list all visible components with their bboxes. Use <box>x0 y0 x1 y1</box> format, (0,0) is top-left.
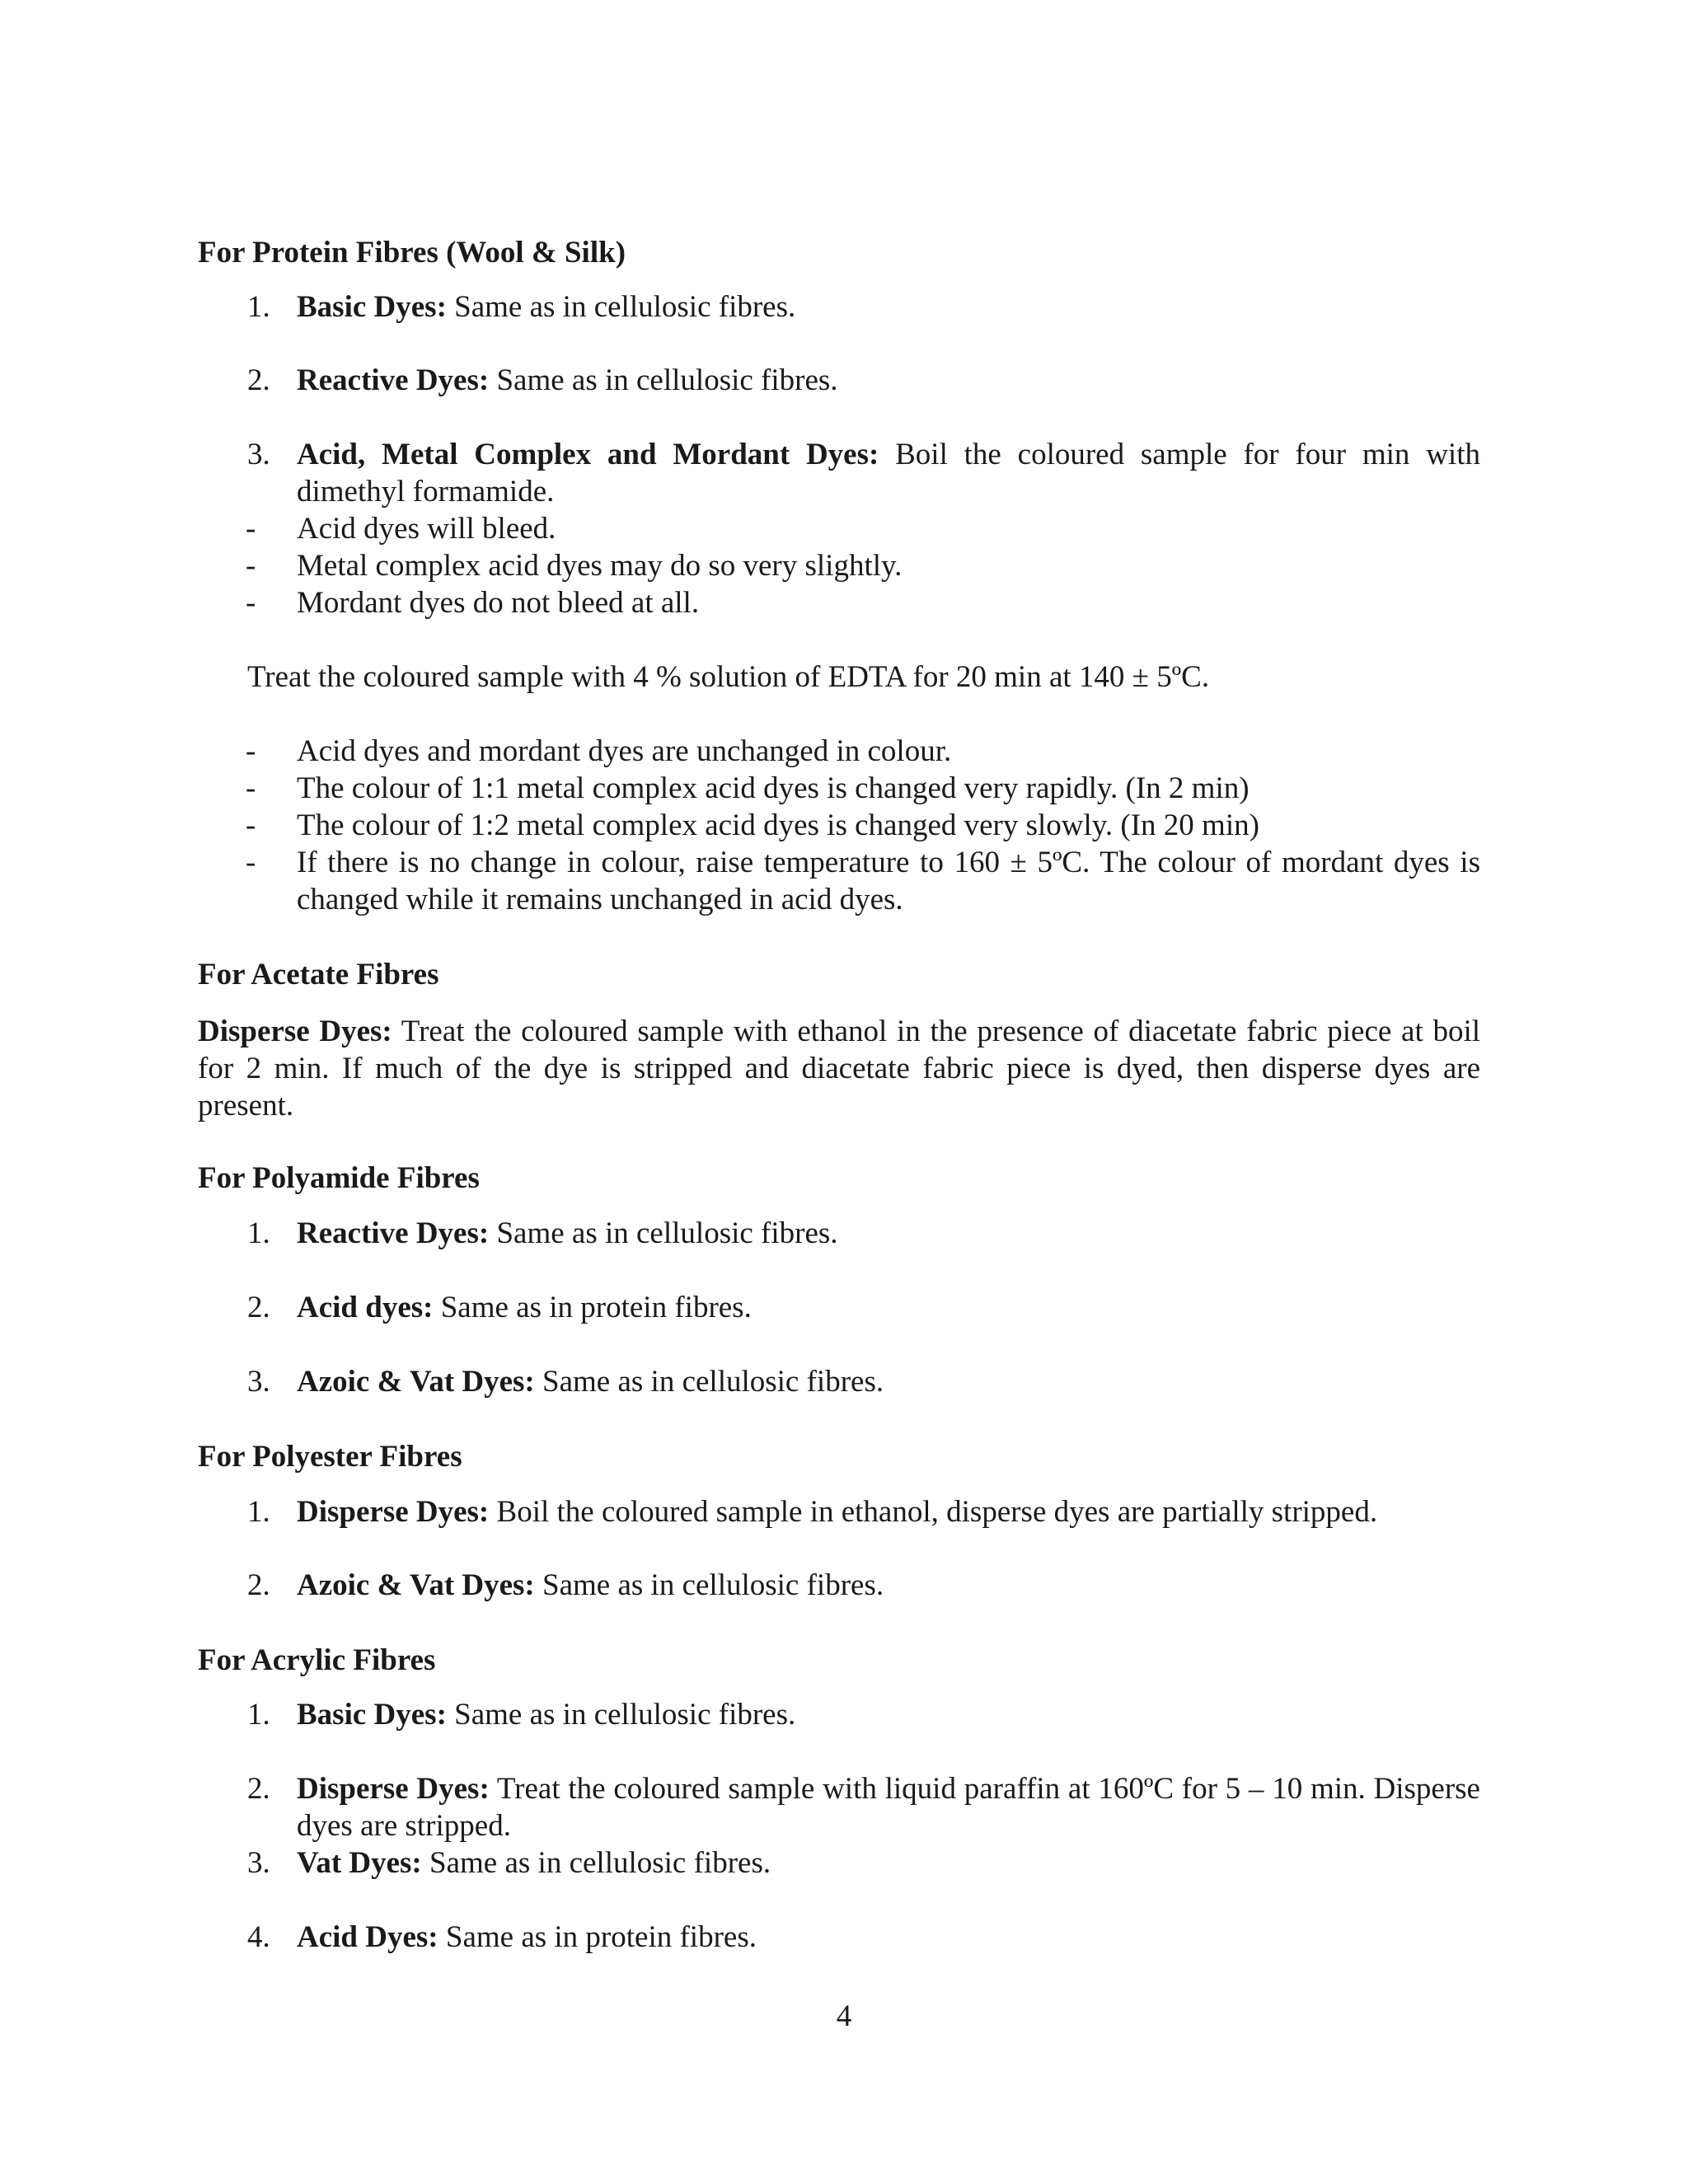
dye-label: Basic Dyes: <box>297 290 447 324</box>
list-item <box>198 1919 1480 1956</box>
acetate-paragraph <box>198 1013 1480 1124</box>
dash-marker: - <box>246 846 256 879</box>
bullet-item <box>198 807 1480 844</box>
bullet-item <box>198 770 1480 807</box>
section-heading-protein: For Protein Fibres (Wool & Silk) <box>198 236 626 269</box>
bullet-item <box>198 584 1480 621</box>
dye-text: Same as in cellulosic fibres. <box>489 363 838 397</box>
bullet-text: Metal complex acid dyes may do so very slightly. <box>297 549 903 583</box>
section-heading-acrylic: For Acrylic Fibres <box>198 1643 436 1677</box>
dye-text: Treat the coloured sample with liquid paraffin at 160ºC for 5 – 10 min. Disperse dyes are stripped. <box>297 1772 1480 1843</box>
dash-marker: - <box>246 734 256 768</box>
dye-label: Acid Dyes: <box>297 1920 438 1954</box>
bullet-text: The colour of 1:1 metal complex acid dyes is changed very rapidly. (In 2 min) <box>297 771 1250 805</box>
bullet-text: If there is no change in colour, raise temperature to 160 ± 5ºC. The colour of mordant dyes is changed while it remains unchanged in acid dyes. <box>297 846 1480 916</box>
section-heading-acetate: For Acetate Fibres <box>198 958 439 991</box>
list-item <box>198 1770 1480 1844</box>
page-number: 4 <box>836 1999 852 2033</box>
bullet-item <box>198 733 1480 770</box>
edta-paragraph: Treat the coloured sample with 4 % solution of EDTA for 20 min at 140 ± 5ºC. <box>247 660 1210 694</box>
dye-label: Disperse Dyes: <box>297 1495 490 1529</box>
bullet-text: Acid dyes and mordant dyes are unchanged in colour. <box>297 734 952 768</box>
list-item <box>198 1289 1480 1326</box>
dash-marker: - <box>246 808 256 842</box>
dye-label: Azoic & Vat Dyes: <box>297 1568 535 1602</box>
dye-label: Reactive Dyes: <box>297 1216 490 1250</box>
list-number: 3. <box>247 1365 270 1399</box>
bullet-item <box>198 510 1480 547</box>
section-heading-polyester: For Polyester Fibres <box>198 1440 462 1474</box>
dye-label: Vat Dyes: <box>297 1846 422 1880</box>
dye-text: Treat the coloured sample with ethanol in the presence of diacetate fabric piece at boil for 2 min. If much of the dye is stripped and diacetate fabric piece is dyed, then disperse dyes are present. <box>198 1015 1480 1122</box>
dye-text: Same as in cellulosic fibres. <box>446 1698 796 1732</box>
dye-label: Acid, Metal Complex and Mordant Dyes: <box>297 438 879 471</box>
bullet-text: Acid dyes will bleed. <box>297 512 556 546</box>
dye-text: Same as in cellulosic fibres. <box>421 1846 771 1880</box>
bullet-item <box>198 844 1480 918</box>
list-item <box>198 1696 1480 1733</box>
dye-label: Disperse Dyes: <box>198 1015 392 1048</box>
list-number: 2. <box>247 363 270 397</box>
dye-label: Azoic & Vat Dyes: <box>297 1365 535 1399</box>
list-number: 1. <box>247 1698 270 1732</box>
dye-text: Boil the coloured sample for four min with dimethyl formamide. <box>297 438 1480 509</box>
bullet-item <box>198 547 1480 584</box>
list-number: 2. <box>247 1772 270 1806</box>
list-item <box>198 1567 1480 1604</box>
dye-text: Same as in cellulosic fibres. <box>534 1568 884 1602</box>
list-number: 3. <box>247 1846 270 1880</box>
dash-marker: - <box>246 512 256 546</box>
list-number: 1. <box>247 1216 270 1250</box>
list-number: 4. <box>247 1920 270 1954</box>
list-item <box>198 1363 1480 1400</box>
list-item <box>198 1493 1480 1530</box>
list-item <box>198 436 1480 510</box>
dye-label: Reactive Dyes: <box>297 363 490 397</box>
dye-text: Same as in cellulosic fibres. <box>534 1365 884 1399</box>
list-number: 2. <box>247 1291 270 1324</box>
dye-text: Boil the coloured sample in ethanol, disperse dyes are partially stripped. <box>489 1495 1378 1529</box>
dye-text: Same as in protein fibres. <box>433 1291 752 1324</box>
list-item <box>198 362 1480 399</box>
bullet-text: Mordant dyes do not bleed at all. <box>297 586 700 620</box>
list-number: 1. <box>247 290 270 324</box>
list-item <box>198 1844 1480 1882</box>
dye-text: Same as in cellulosic fibres. <box>446 290 796 324</box>
list-item <box>198 1215 1480 1252</box>
dye-label: Basic Dyes: <box>297 1698 447 1732</box>
dye-text: Same as in cellulosic fibres. <box>489 1216 838 1250</box>
dash-marker: - <box>246 549 256 583</box>
list-number: 3. <box>247 438 270 471</box>
list-item <box>198 288 1480 326</box>
dye-label: Acid dyes: <box>297 1291 434 1324</box>
dye-text: Same as in protein fibres. <box>438 1920 757 1954</box>
dash-marker: - <box>246 586 256 620</box>
dye-label: Disperse Dyes: <box>297 1772 490 1806</box>
list-number: 2. <box>247 1568 270 1602</box>
bullet-text: The colour of 1:2 metal complex acid dyes is changed very slowly. (In 20 min) <box>297 808 1259 842</box>
section-heading-polyamide: For Polyamide Fibres <box>198 1161 480 1195</box>
list-number: 1. <box>247 1495 270 1529</box>
dash-marker: - <box>246 771 256 805</box>
